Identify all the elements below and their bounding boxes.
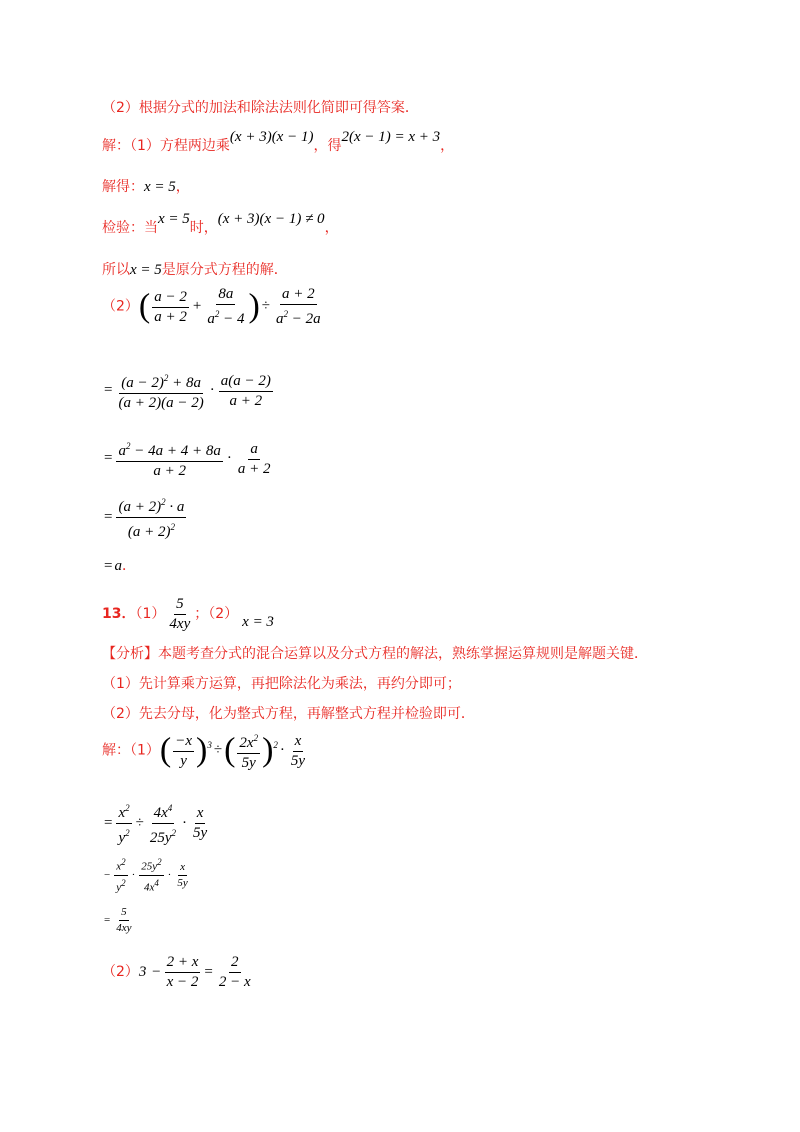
part2-step-1: = $\frac{(a - 2)^2 + 8a}{(a + 2)(a - 2)}$ · $\frac{a(a - 2)}{a + 2}$ (102, 370, 275, 412)
solution-prefix: 解：（1）方程两边乘 (102, 138, 230, 154)
q13-equation-2: 3 − $\frac{2 + x}{x - 2}$ = $\frac{2}{2 - x}$ (138, 954, 251, 990)
q13-step-1: = $\frac{x^2}{y^2}$ ÷ $\frac{4x^4}{25y^2}$ · $\frac{x}{5y}$ (102, 800, 211, 847)
q13-answer-1: $\frac{5}{4xy}$ (169, 596, 191, 632)
check-condition: (x + 3)(x − 1) ≠ 0 (217, 211, 325, 227)
conclusion-line (102, 260, 288, 280)
part2-label: （2） (102, 298, 139, 315)
q13-answer-line: 13．（1） $\frac{5}{4xy}$ ；（2） x = 3 (102, 596, 274, 632)
part2-step-2: = $\frac{a^2 - 4a + 4 + 8a}{a + 2}$ · $\frac{a}{a + 2}$ (102, 438, 274, 480)
analysis-label: 【分析】 (102, 646, 158, 662)
solution-mid: ，得 (313, 138, 342, 154)
q13-expression-1: ( $\frac{-x}{y}$ )$^3$ ÷( $\frac{2x^2}{5y}$ )$^2$ · $\frac{x}{5y}$ (159, 732, 306, 771)
part2-expression: ( $\frac{a - 2}{a + 2}$ + $\frac{8a}{a^2 - 4}$ ) ÷ $\frac{a + 2}{a^2 - 2a}$ (138, 286, 321, 327)
part2-step-3: = $\frac{(a + 2)^2 \cdot a}{(a + 2)^2}$ (102, 494, 188, 541)
conclusion-value: x = 5 (130, 262, 162, 278)
check-label: 检验：当 (102, 220, 158, 236)
solution-end: ， (440, 138, 455, 154)
part2-expression-line (102, 286, 325, 328)
check-comma: ， (324, 220, 339, 236)
conclusion-text: 是原分式方程的解． (161, 262, 288, 278)
q13-solution-2-line: （2）3 − $\frac{2 + x}{x - 2}$ = $\frac{2}{2 - x}$ (102, 954, 255, 991)
equation-multiplier: (x + 3)(x − 1) (229, 129, 314, 145)
analysis-text: 本题考查分式的混合运算以及分式方程的解法，熟练掌握运算规则是解题关键． (158, 646, 648, 662)
q13-solution-1-line: 解：（1）( $\frac{-x}{y}$ )$^3$ ÷( $\frac{2x^2}{5y}$ )$^2$ · $\frac{x}{5y}$ (102, 730, 309, 772)
part2-step-4: = a． (104, 558, 136, 574)
check-x-value: x = 5 (158, 211, 190, 227)
check-when: 时， (189, 220, 218, 236)
q13-answer-2: x = 3 (242, 613, 274, 630)
check-line (102, 211, 339, 238)
q13-analysis-line (102, 644, 648, 664)
q13-step-3: = $\frac{5}{4xy}$ (104, 906, 132, 934)
solved-label: 解得： (102, 179, 144, 195)
solved-value: x = 5 (144, 179, 176, 195)
q13-number: 13． (102, 605, 136, 622)
analysis-part2-line (102, 98, 419, 118)
conclusion-label: 所以 (102, 262, 130, 278)
analysis-part2-text: （2）根据分式的加法和除法法则化简即可得答案． (102, 100, 419, 116)
solved-comma: ， (175, 179, 190, 195)
equation-result: 2(x − 1) = x + 3 (341, 129, 441, 145)
solved-line (102, 177, 190, 197)
q13-step-2: − $\frac{x^2}{y^2}$ · $\frac{25y^2}{4x^4}$ · $\frac{x}{5y}$ (104, 857, 188, 894)
q13-analysis-p2: （2）先去分母，化为整式方程，再解整式方程并检验即可． (102, 706, 475, 722)
solution-line-1 (102, 129, 455, 156)
q13-analysis-p1: （1）先计算乘方运算，再把除法化为乘法，再约分即可； (102, 676, 461, 692)
